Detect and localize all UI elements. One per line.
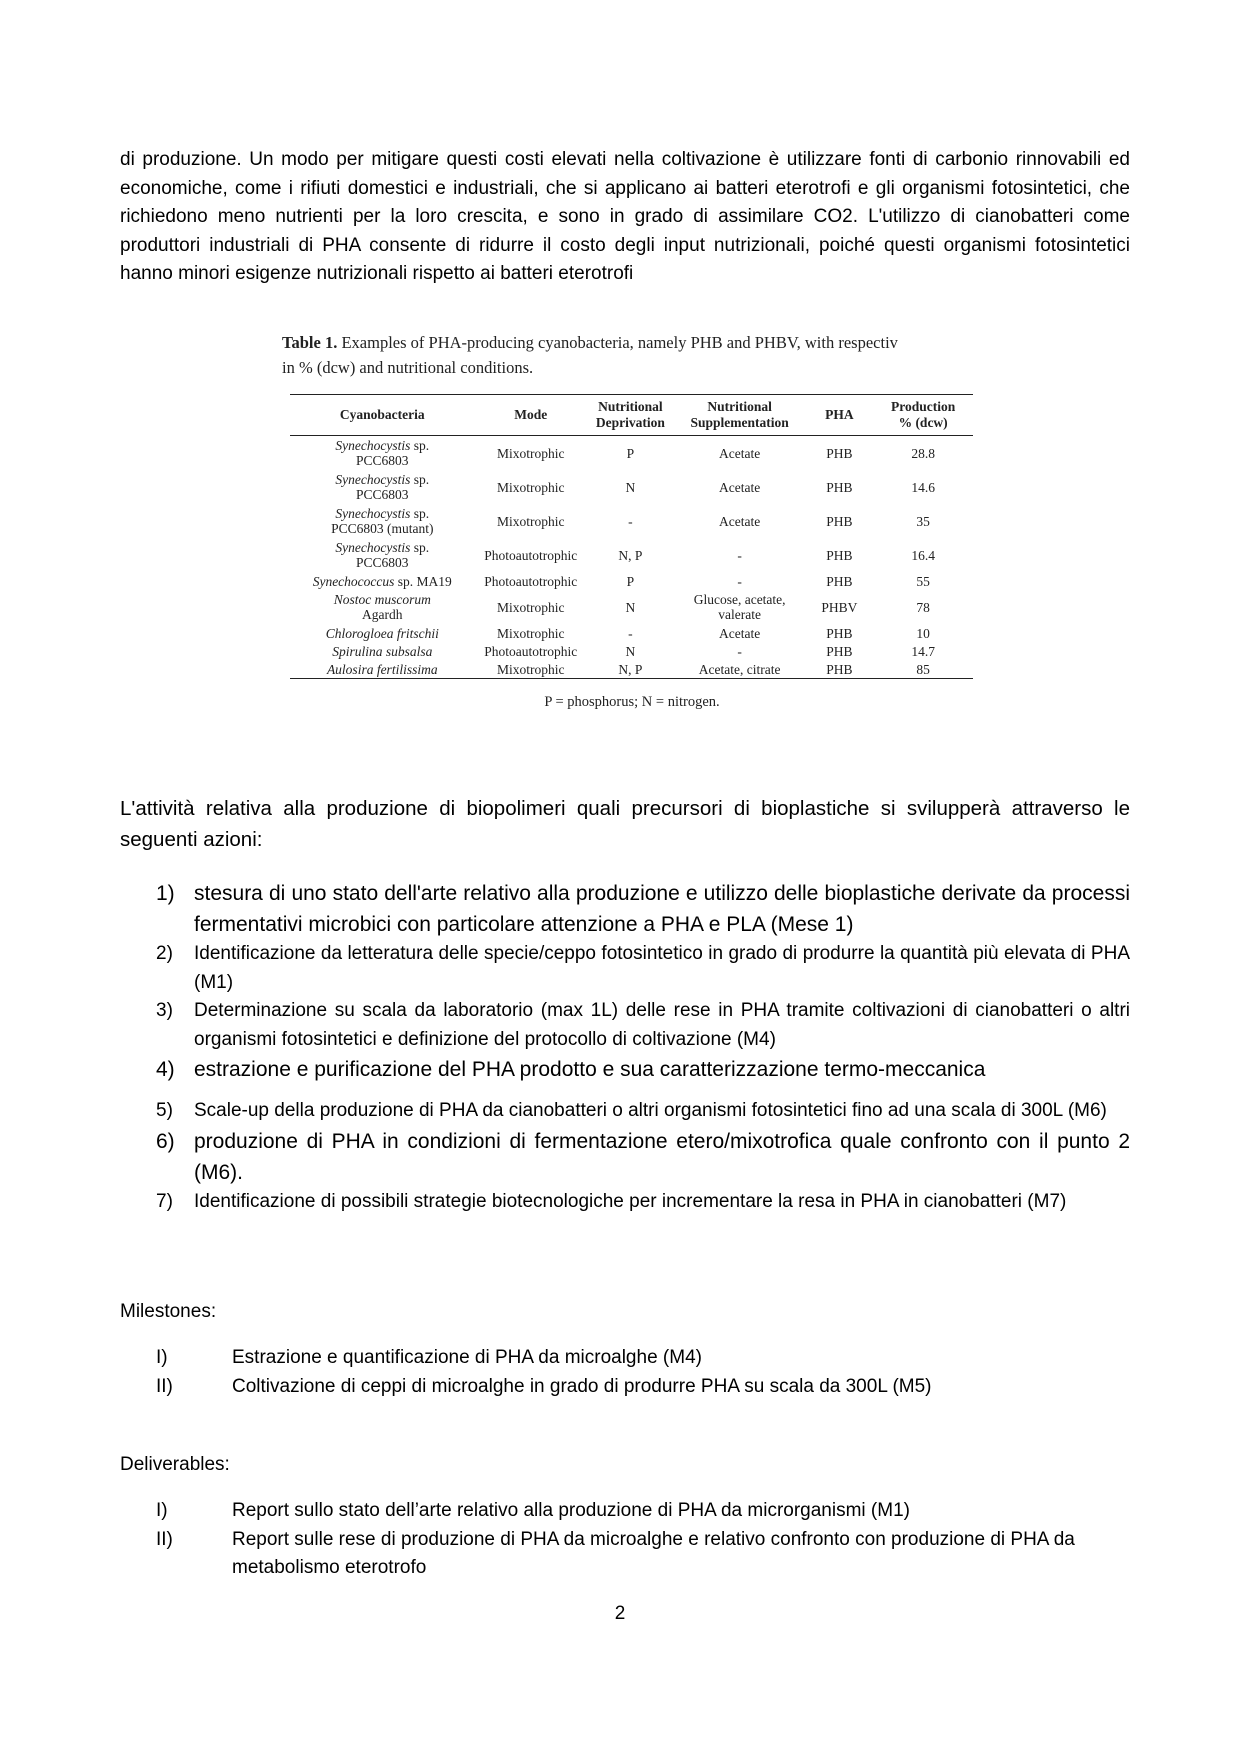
cell-pha: PHB <box>826 643 853 659</box>
deliverables-label: Deliverables: <box>120 1454 230 1475</box>
action-item: 2) Identificazione da letteratura delle specie/ceppo fotosintetico in grado di produrre la quantità più elevata di PHA (M1) <box>156 943 1130 993</box>
table-row <box>290 470 973 504</box>
cell-production: 16.4 <box>911 547 935 563</box>
table-caption-line2: in % (dcw) and nutritional conditions. <box>282 358 534 377</box>
cell-production: 10 <box>916 625 930 641</box>
cell-production: 28.8 <box>911 445 935 461</box>
cell-species: Spirulina subsalsa <box>332 643 433 659</box>
header-cyanobacteria: Cyanobacteria <box>339 407 425 422</box>
cell-production: 14.6 <box>911 479 935 495</box>
cell-pha: PHB <box>826 513 853 529</box>
cell-supplementation: - <box>737 547 742 563</box>
table-figure <box>282 330 982 710</box>
table-header-row <box>290 395 973 436</box>
cell-species: Synechococcus sp. MA19 <box>312 573 452 589</box>
cell-supplementation: - <box>737 573 742 589</box>
cell-production: 78 <box>916 599 930 615</box>
cell-deprivation: - <box>628 625 633 641</box>
action-item: 1) stesura di uno stato dell'arte relativo alla produzione e utilizzo delle bioplastiche derivate da processi fermentativi microbici con particolare attenzione a PHA e PLA (Mese 1) <box>156 882 1130 936</box>
cell-supplementation: Acetate <box>719 445 761 461</box>
cell-deprivation: N <box>625 599 636 615</box>
cell-species: Aulosira fertilissima <box>326 661 438 677</box>
header-supplementation: Nutritional Supplementation <box>690 399 789 430</box>
cell-mode: Photoautotrophic <box>484 643 578 659</box>
cell-pha: PHBV <box>821 599 858 615</box>
cell-deprivation: N <box>625 643 636 659</box>
activities-paragraph: L'attività relativa alla produzione di biopolimeri quali precursori di bioplastiche si svilupperà attraverso le seguenti azioni: <box>120 797 1130 851</box>
cell-supplementation: - <box>737 643 742 659</box>
cell-mode: Photoautotrophic <box>484 573 578 589</box>
header-deprivation: Nutritional Deprivation <box>595 399 665 430</box>
cell-deprivation: N, P <box>618 547 643 563</box>
table-caption-label: Table 1. <box>282 333 338 352</box>
cell-production: 85 <box>916 661 930 677</box>
cell-species: Chlorogloea fritschii <box>325 625 439 641</box>
table-caption-line1: Examples of PHA-producing cyanobacteria, namely PHB and PHBV, with respectiv <box>341 333 898 352</box>
cell-mode: Photoautotrophic <box>484 547 578 563</box>
page-number: 2 <box>614 1603 626 1624</box>
cell-supplementation: Glucose, acetate, valerate <box>693 592 786 622</box>
deliverables-list <box>120 1497 1130 1583</box>
action-item: 7) Identificazione di possibili strategie biotecnologiche per incrementare la resa in PHA in cianobatteri (M7) <box>156 1190 1067 1212</box>
action-item: 4) estrazione e purificazione del PHA prodotto e sua caratterizzazione termo-meccanica <box>156 1058 986 1081</box>
deliverable-item: II) Report sulle rese di produzione di PHA da microalghe e relativo confronto con produzione di PHA da metabolismo eterotrofo <box>156 1528 1075 1578</box>
action-item: 5) Scale-up della produzione di PHA da cianobatteri o altri organismi fotosintetici fino ad una scala di 300L (M6) <box>156 1100 1107 1121</box>
cell-mode: Mixotrophic <box>496 599 565 615</box>
cell-mode: Mixotrophic <box>496 479 565 495</box>
cell-deprivation: N, P <box>618 661 643 677</box>
cell-species: Synechocystis sp. PCC6803 <box>335 438 430 468</box>
cell-pha: PHB <box>826 445 853 461</box>
action-item: 6) produzione di PHA in condizioni di fermentazione etero/mixotrofica quale confronto con il punto 2 (M6). <box>156 1129 1130 1184</box>
cell-mode: Mixotrophic <box>496 661 565 677</box>
cell-supplementation: Acetate <box>719 625 761 641</box>
deliverable-item: I) Report sullo stato dell’arte relativo alla produzione di PHA da microrganismi (M1) <box>156 1500 910 1521</box>
pha-table <box>290 394 973 679</box>
table-row <box>290 590 973 624</box>
table-caption <box>282 330 982 355</box>
cell-mode: Mixotrophic <box>496 625 565 641</box>
table-row <box>290 624 973 642</box>
table-body <box>290 436 973 679</box>
milestone-item: II) Coltivazione di ceppi di microalghe in grado di produrre PHA su scala da 300L (M5) <box>156 1375 932 1397</box>
table-row <box>290 642 973 660</box>
header-pha: PHA <box>825 407 854 422</box>
table-footnote: P = phosphorus; N = nitrogen. <box>544 694 720 710</box>
intro-paragraph: di produzione. Un modo per mitigare questi costi elevati nella coltivazione è utilizzare fonti di carbonio rinnovabili ed economiche, come i rifiuti domestici e industriali, che si applicano ai batteri eterotrofi e gli organismi fotosintetici, che richiedono meno nutrienti per la loro crescita, e sono in grado di assimilare CO2. L'utilizzo di cianobatteri come produttori industriali di PHA consente di ridurre il costo degli input nutrizionali, poiché questi organismi fotosintetici hanno minori esigenze nutrizionali rispetto ai batteri eterotrofi <box>120 149 1130 284</box>
cell-supplementation: Acetate <box>719 479 761 495</box>
cell-deprivation: P <box>626 573 635 589</box>
cell-mode: Mixotrophic <box>496 445 565 461</box>
cell-pha: PHB <box>826 547 853 563</box>
actions-list <box>120 878 1130 1216</box>
table-row <box>290 660 973 679</box>
cell-deprivation: P <box>626 445 635 461</box>
action-item: 3) Determinazione su scala da laboratorio (max 1L) delle rese in PHA tramite coltivazioni di cianobatteri o altri organismi fotosintetici e definizione del protocollo di coltivazione (M4) <box>156 1000 1130 1050</box>
table-row <box>290 436 973 471</box>
milestones-label: Milestones: <box>120 1301 217 1322</box>
milestone-item: I) Estrazione e quantificazione di PHA da microalghe (M4) <box>156 1347 702 1368</box>
cell-production: 14.7 <box>911 643 935 659</box>
cell-pha: PHB <box>826 479 853 495</box>
cell-species: Synechocystis sp. PCC6803 (mutant) <box>331 506 434 536</box>
cell-mode: Mixotrophic <box>496 513 565 529</box>
cell-production: 55 <box>916 573 930 589</box>
cell-species: Nostoc muscorum Agardh <box>333 592 431 622</box>
table-row <box>290 504 973 538</box>
cell-deprivation: - <box>628 513 633 529</box>
cell-supplementation: Acetate, citrate <box>698 661 781 677</box>
cell-deprivation: N <box>625 479 636 495</box>
header-mode: Mode <box>514 407 548 422</box>
table-row <box>290 572 973 590</box>
cell-pha: PHB <box>826 573 853 589</box>
table-row <box>290 538 973 572</box>
cell-pha: PHB <box>826 625 853 641</box>
milestones-list <box>120 1344 1130 1401</box>
header-production: Production % (dcw) <box>891 399 956 430</box>
cell-pha: PHB <box>826 661 853 677</box>
cell-production: 35 <box>916 513 930 529</box>
cell-supplementation: Acetate <box>719 513 761 529</box>
cell-species: Synechocystis sp. PCC6803 <box>335 472 430 502</box>
cell-species: Synechocystis sp. PCC6803 <box>335 540 430 570</box>
